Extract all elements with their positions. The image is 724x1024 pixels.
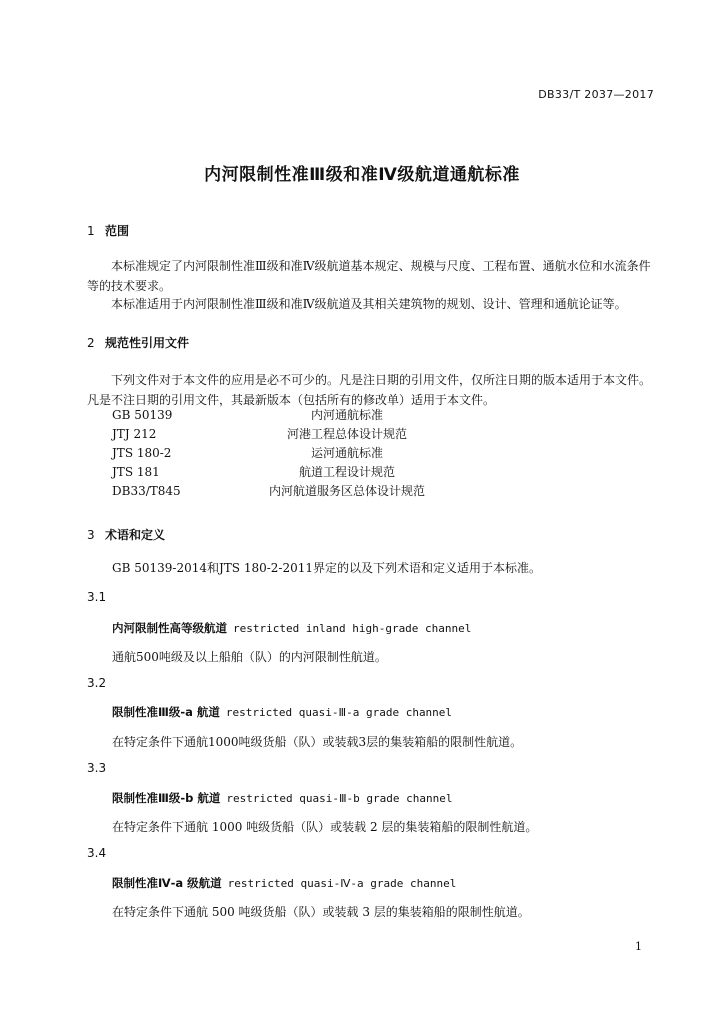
reference-code: JTS 180-2: [112, 446, 172, 460]
document-title: 内河限制性准Ⅲ级和准Ⅳ级航道通航标准: [204, 165, 520, 185]
section-heading-normative: [87, 334, 189, 351]
term-chinese-name: 限制性准Ⅲ级-b 航道: [112, 791, 221, 805]
reference-code: JTJ 212: [112, 427, 157, 441]
page-number: 1: [635, 940, 642, 953]
term-chinese-name: 内河限制性高等级航道: [112, 621, 227, 635]
scope-paragraph-2: [87, 294, 660, 314]
reference-row: [112, 425, 660, 444]
reference-code: DB33/T845: [112, 484, 181, 498]
reference-name: 河港工程总体设计规范: [286, 427, 407, 441]
term-number: 3.2: [87, 676, 107, 690]
reference-name: 航道工程设计规范: [298, 465, 395, 479]
section-heading-terms: [87, 526, 165, 543]
term-title: [112, 790, 453, 806]
term-chinese-name: 限制性准Ⅲ级-a 航道: [112, 705, 220, 719]
term-definition: 在特定条件下通航 500 吨级货船（队）或装载 3 层的集装箱船的限制性航道。: [112, 905, 530, 919]
term-chinese-name: 限制性准Ⅳ-a 级航道: [112, 876, 222, 890]
term-definition: 通航500吨级及以上船舶（队）的内河限制性航道。: [112, 650, 387, 664]
scope-paragraph-1: [87, 256, 660, 296]
section-title: 范围: [105, 224, 130, 238]
term-title: [112, 875, 456, 891]
terms-intro-paragraph: GB 50139-2014和JTS 180-2-2011界定的以及下列术语和定义适用于本标准。: [112, 561, 542, 575]
section-number: 3: [87, 528, 95, 542]
term-title: [112, 704, 452, 720]
scope-text-2: 本标准适用于内河限制性准Ⅲ级和准Ⅳ级航道及其相关建筑物的规划、设计、管理和通航论证等。: [111, 297, 627, 311]
term-english-name: restricted quasi-Ⅳ-a grade channel: [227, 877, 457, 890]
section-heading-scope: [87, 222, 129, 239]
section-number: 1: [87, 224, 95, 238]
section-title: 术语和定义: [105, 528, 166, 542]
reference-row: [112, 482, 660, 501]
term-definition: 在特定条件下通航1000吨级货船（队）或装载3层的集装箱船的限制性航道。: [112, 735, 523, 749]
reference-name: 内河航道服务区总体设计规范: [268, 484, 425, 498]
reference-code: JTS 181: [112, 465, 160, 479]
term-definition: 在特定条件下通航 1000 吨级货船（队）或装载 2 层的集装箱船的限制性航道。: [112, 820, 538, 834]
term-english-name: restricted inland high-grade channel: [233, 622, 472, 635]
normative-intro-text: 下列文件对于本文件的应用是必不可少的。凡是注日期的引用文件，仅所注日期的版本适用于本文件。凡是不注日期的引用文件，其最新版本（包括所有的修改单）适用于本文件。: [87, 373, 652, 407]
section-title: 规范性引用文件: [105, 336, 190, 350]
scope-text-1: 本标准规定了内河限制性准Ⅲ级和准Ⅳ级航道基本规定、规模与尺度、工程布置、通航水位和水流条件等的技术要求。: [87, 259, 651, 293]
reference-row: [112, 463, 660, 482]
reference-name: 内河通航标准: [310, 408, 383, 422]
reference-row: [112, 444, 660, 463]
section-number: 2: [87, 336, 95, 350]
term-english-name: restricted quasi-Ⅲ-a grade channel: [225, 706, 453, 719]
reference-code: GB 50139: [112, 408, 173, 422]
standard-code: DB33/T 2037—2017: [538, 88, 654, 101]
term-number: 3.3: [87, 761, 107, 775]
normative-intro-paragraph: [87, 370, 660, 410]
reference-row: [112, 406, 660, 425]
term-number: 3.1: [87, 590, 107, 604]
term-title: [112, 620, 471, 636]
term-english-name: restricted quasi-Ⅲ-b grade channel: [226, 792, 453, 805]
reference-name: 运河通航标准: [310, 446, 383, 460]
term-number: 3.4: [87, 846, 107, 860]
